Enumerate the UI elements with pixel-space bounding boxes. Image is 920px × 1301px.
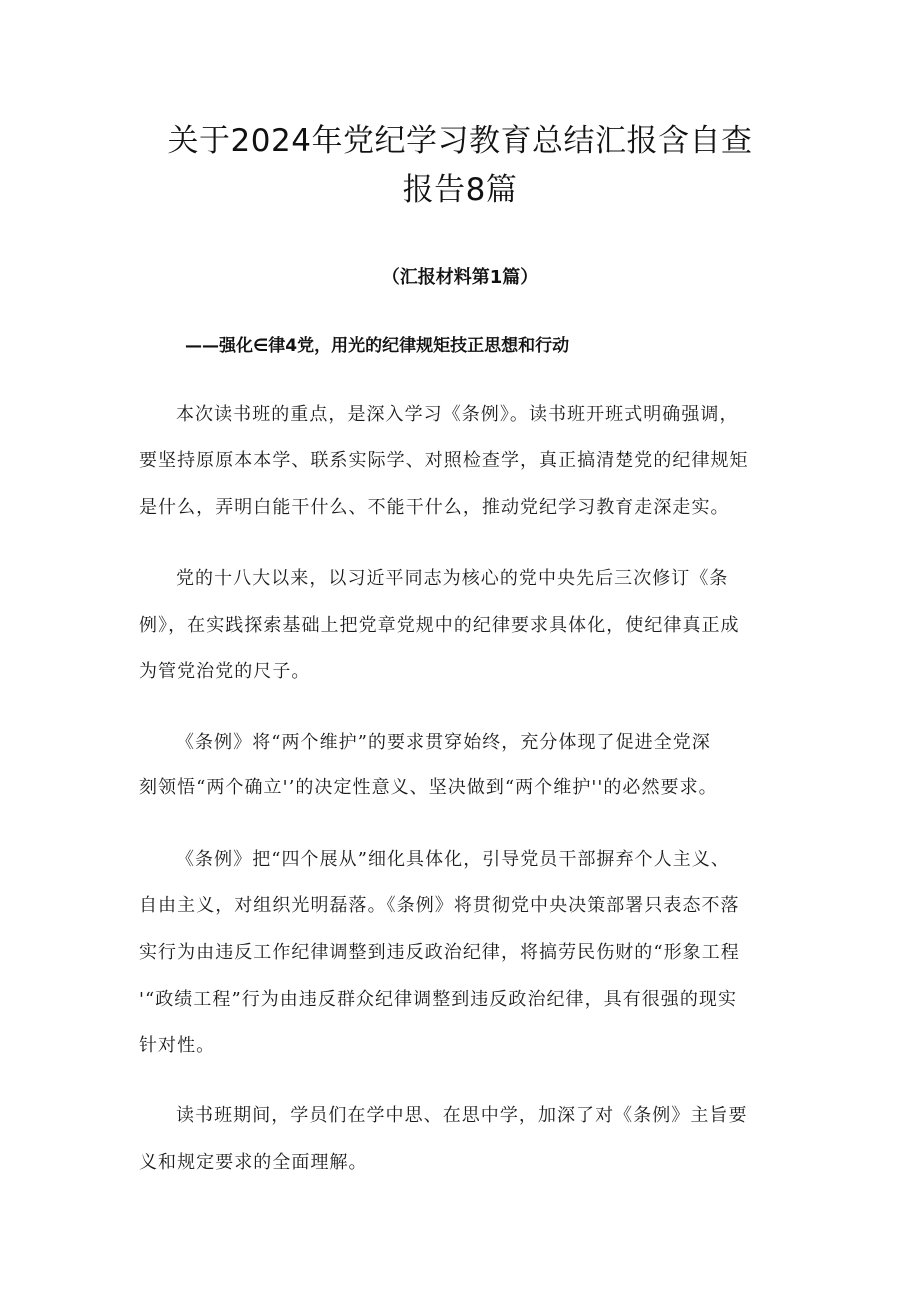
document-title-line-2: 报告8篇	[402, 172, 518, 208]
section-subtitle: （汇报材料第1篇）	[381, 267, 539, 288]
paragraph-line: 读书班期间，学员们在学中思、在思中学，加深了对《条例》主旨要	[176, 1105, 748, 1126]
paragraph-line: 为管党治党的尺子。	[139, 661, 311, 682]
paragraph-line: 义和规定要求的全面理解。	[139, 1152, 368, 1173]
paragraph-line: 针对性。	[139, 1035, 216, 1056]
paragraph-line: 要坚持原原本本学、联系实际学、对照检查学，真正搞清楚党的纪律规矩	[139, 450, 749, 471]
paragraph-line: 《条例》将“两个维护”的要求贯穿始终，充分体现了促进全党深	[176, 732, 711, 753]
paragraph-line: 自由主义，对组织光明磊落。《条例》将贯彻党中央决策部署只表态不落	[139, 895, 740, 916]
paragraph-line: '“政绩工程”行为由违反群众纪律调整到违反政治纪律，具有很强的现实	[139, 989, 737, 1010]
paragraph-line: 刻领悟“两个确立'’的决定性意义、坚决做到“两个维护''的必然要求。	[139, 777, 718, 798]
paragraph-line: 是什么，弄明白能干什么、不能干什么，推动党纪学习教育走深走实。	[139, 497, 730, 518]
document-title-line-1: 关于2024年党纪学习教育总结汇报含自查	[167, 123, 753, 159]
paragraph-line: 本次读书班的重点，是深入学习《条例》。读书班开班式明确强调，	[176, 404, 739, 425]
paragraph-line: 例》，在实践探索基础上把党章党规中的纪律要求具体化，使纪律真正成	[139, 615, 740, 636]
section-motto: ——强化∈律4党，用光的纪律规矩技正思想和行动	[185, 336, 570, 356]
paragraph-line: 实行为由违反工作纪律调整到违反政治纪律，将搞劳民伤财的“形象工程	[139, 942, 740, 963]
paragraph-line: 《条例》把“四个展从”细化具体化，引导党员干部摒弃个人主义、	[176, 849, 730, 870]
paragraph-line: 党的十八大以来，以习近平同志为核心的党中央先后三次修订《条	[176, 568, 729, 589]
